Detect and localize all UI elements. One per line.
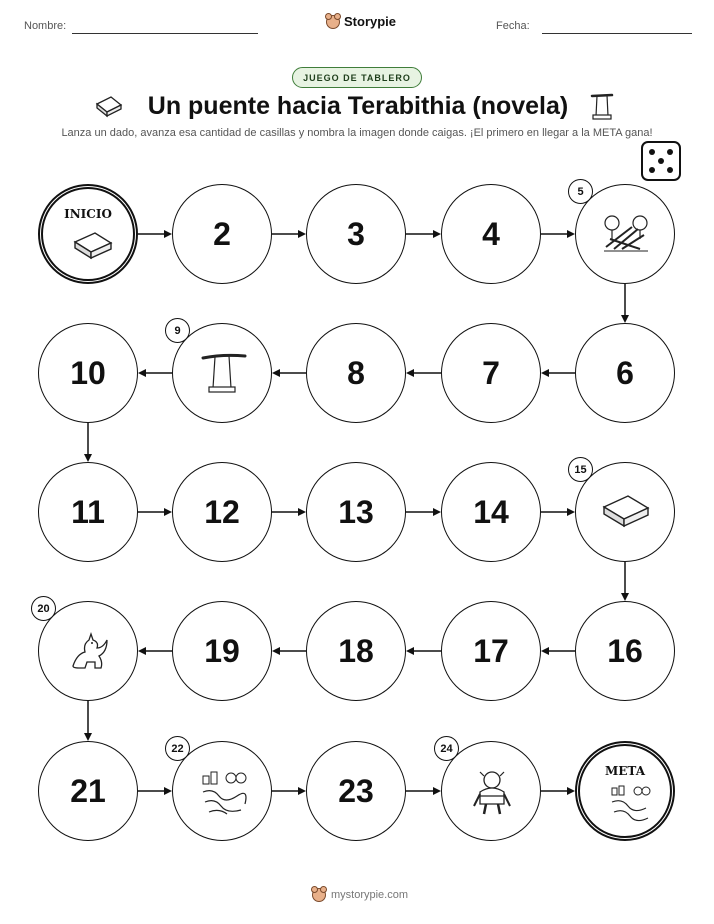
- footer: [312, 888, 408, 902]
- space-number-badge: 15: [568, 457, 593, 482]
- space-number: 3: [347, 215, 365, 252]
- space-number: 2: [213, 215, 231, 252]
- instructions: Lanza un dado, avanza esa cantidad de casillas y nombra la imagen donde caigas. ¡El primero en llegar a la META gana!: [61, 127, 653, 139]
- space-number: 23: [338, 772, 374, 809]
- space-number: 12: [204, 493, 240, 530]
- space-number: 19: [204, 632, 240, 669]
- start-label: INICIO: [64, 207, 112, 221]
- space-number: 21: [70, 772, 106, 809]
- finish-label: META: [604, 764, 645, 778]
- name-label: Nombre:: [24, 20, 67, 32]
- space-number: 8: [347, 354, 365, 391]
- bear-icon: [312, 888, 326, 902]
- space-number: 14: [473, 493, 509, 530]
- space-number-badge: 20: [31, 596, 56, 621]
- space-number: 13: [338, 493, 374, 530]
- brand-name: Storypie: [344, 14, 397, 29]
- space-number: 18: [338, 632, 374, 669]
- space-number: 4: [482, 215, 500, 252]
- date-label: Fecha:: [496, 20, 530, 32]
- space-number: 6: [616, 354, 634, 391]
- category-badge: JUEGO DE TABLERO: [292, 67, 422, 88]
- space-number: 17: [473, 632, 509, 669]
- page-title: Un puente hacia Terabithia (novela): [147, 92, 569, 120]
- space-number-badge: 9: [165, 318, 190, 343]
- space-number: 7: [482, 354, 500, 391]
- space-number-badge: 24: [434, 736, 459, 761]
- space-number: 16: [607, 632, 643, 669]
- space-number-badge: 5: [568, 179, 593, 204]
- space-number-badge: 22: [165, 736, 190, 761]
- space-number: 10: [70, 354, 106, 391]
- space-number: 11: [71, 493, 105, 530]
- footer-url[interactable]: mystorypie.com: [331, 889, 409, 901]
